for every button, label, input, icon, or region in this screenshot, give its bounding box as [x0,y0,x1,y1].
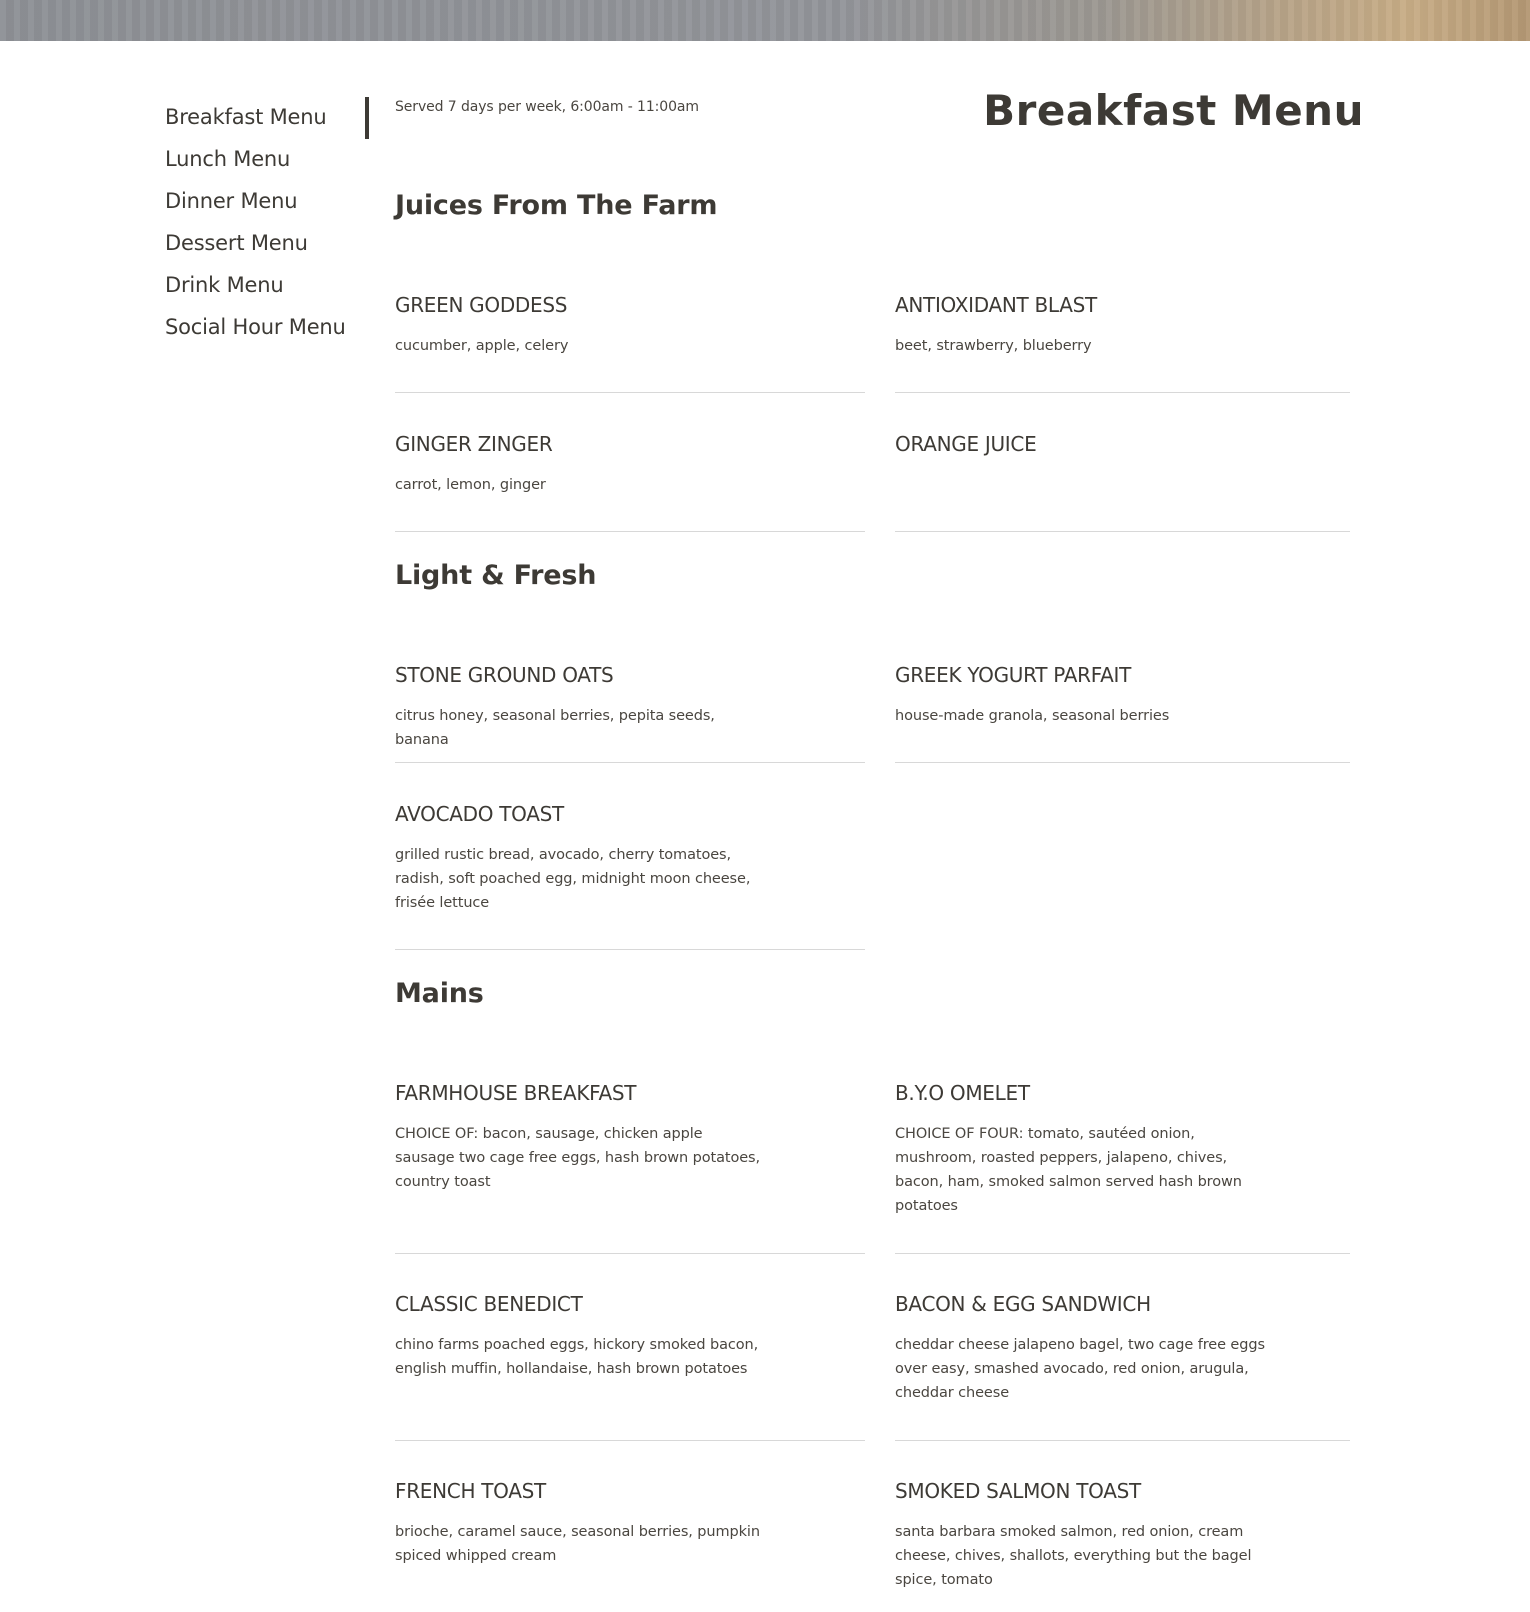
menu-item-description: cheddar cheese jalapeno bagel, two cage free eggs over easy, smashed avocado, red onion, arugula, cheddar cheese [895,1337,1265,1401]
section-title-juices: Juices From The Farm [395,190,718,221]
menu-item [395,1478,865,1568]
service-hours: Served 7 days per week, 6:00am - 11:00am [395,99,699,115]
menu-item-description: carrot, lemon, ginger [395,477,546,493]
menu-item-name: BACON & EGG SANDWICH [895,1292,1151,1316]
menu-item-name: FRENCH TOAST [395,1479,546,1503]
item-divider [895,531,1350,532]
menu-item [395,431,865,497]
item-divider [395,1440,865,1441]
menu-item-name: B.Y.O OMELET [895,1081,1030,1105]
menu-item [395,1080,865,1194]
menu-item-name: CLASSIC BENEDICT [395,1292,583,1316]
menu-item-description: beet, strawberry, blueberry [895,338,1092,354]
menu-item-name: ANTIOXIDANT BLAST [895,293,1097,317]
menu-item-description: CHOICE OF: bacon, sausage, chicken apple sausage two cage free eggs, hash brown potatoes, country toast [395,1126,761,1190]
nav-social-hour-menu[interactable]: Social Hour Menu [165,315,346,339]
menu-item-description: chino farms poached eggs, hickory smoked bacon, english muffin, hollandaise, hash brown potatoes [395,1337,759,1377]
nav-dessert-menu[interactable]: Dessert Menu [165,231,308,255]
menu-item [895,431,1350,473]
menu-item-description: cucumber, apple, celery [395,338,569,354]
menu-item [895,1478,1350,1592]
item-divider [895,1253,1350,1254]
menu-item-name: FARMHOUSE BREAKFAST [395,1081,637,1105]
menu-item-name: STONE GROUND OATS [395,663,614,687]
menu-item-description: citrus honey, seasonal berries, pepita seeds, banana [395,708,715,748]
menu-item [395,662,865,752]
section-title-mains: Mains [395,978,484,1009]
menu-item-description: CHOICE OF FOUR: tomato, sautéed onion, mushroom, roasted peppers, jalapeno, chives, bacon, ham, smoked salmon served hash brown potatoes [895,1126,1242,1214]
menu-item [895,1291,1350,1405]
page-title: Breakfast Menu [983,86,1364,135]
item-divider [395,949,865,950]
menu-item-name: GREEK YOGURT PARFAIT [895,663,1131,687]
menu-item-description: brioche, caramel sauce, seasonal berries, pumpkin spiced whipped cream [395,1524,760,1564]
menu-item-name: AVOCADO TOAST [395,802,564,826]
active-nav-indicator [365,97,369,139]
hero-banner-image [0,0,1530,41]
menu-item-description: house-made granola, seasonal berries [895,708,1170,724]
item-divider [895,392,1350,393]
item-divider [395,1253,865,1254]
item-divider [895,762,1350,763]
nav-breakfast-menu[interactable]: Breakfast Menu [165,105,327,129]
menu-item-name: GINGER ZINGER [395,432,553,456]
nav-drink-menu[interactable]: Drink Menu [165,273,284,297]
menu-item-name: GREEN GODDESS [395,293,568,317]
item-divider [895,1440,1350,1441]
section-title-light-fresh: Light & Fresh [395,560,597,591]
menu-sidebar-nav [165,96,375,348]
menu-item [895,662,1350,728]
menu-item [895,1080,1350,1218]
menu-item-description: grilled rustic bread, avocado, cherry tomatoes, radish, soft poached egg, midnight moon cheese, frisée lettuce [395,847,751,911]
menu-item-name: SMOKED SALMON TOAST [895,1479,1141,1503]
item-divider [395,762,865,763]
menu-item-description: santa barbara smoked salmon, red onion, cream cheese, chives, shallots, everything but the bagel spice, tomato [895,1524,1252,1588]
menu-item [895,292,1350,358]
menu-item [395,1291,865,1381]
item-divider [395,392,865,393]
item-divider [395,531,865,532]
nav-lunch-menu[interactable]: Lunch Menu [165,147,291,171]
menu-item [395,801,865,915]
menu-item-name: ORANGE JUICE [895,432,1037,456]
menu-item [395,292,865,358]
nav-dinner-menu[interactable]: Dinner Menu [165,189,298,213]
